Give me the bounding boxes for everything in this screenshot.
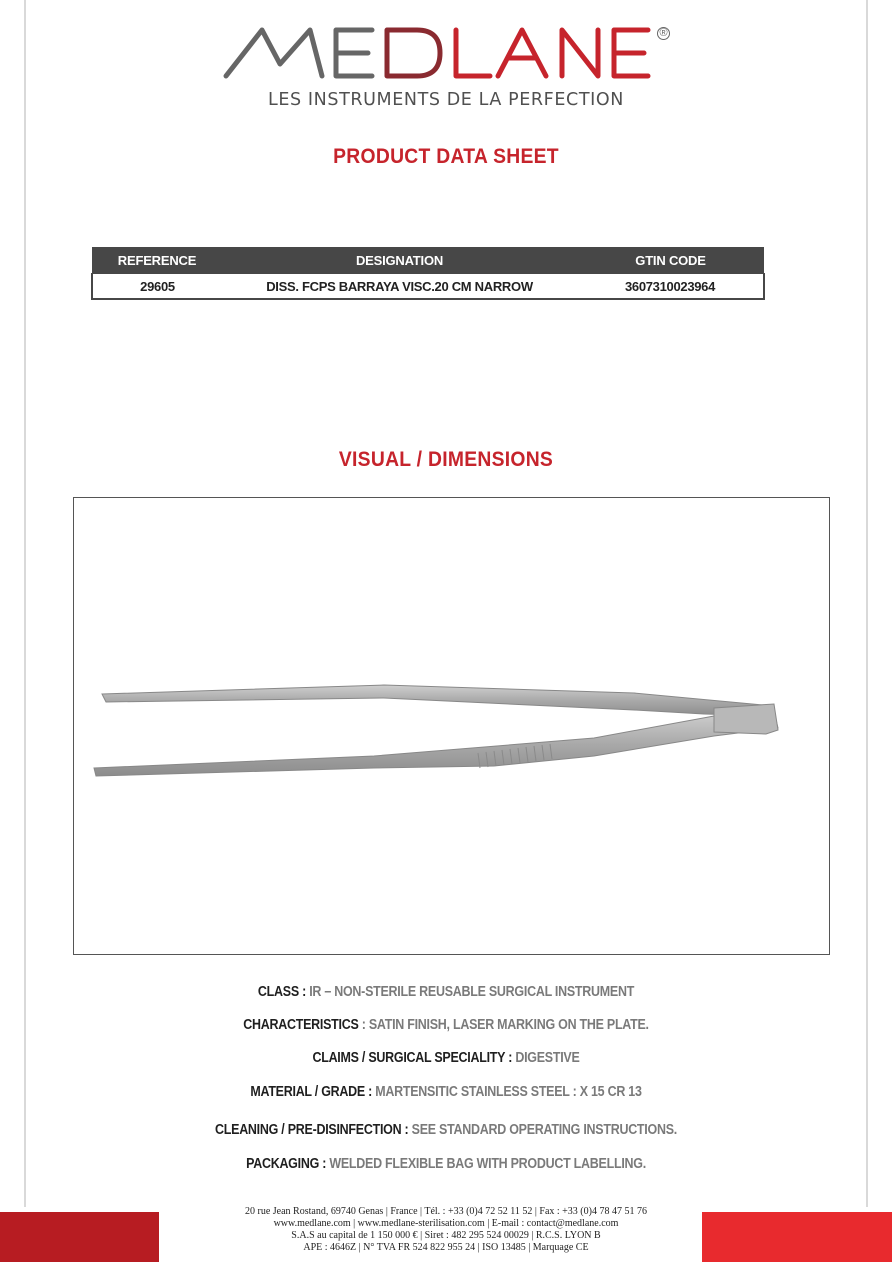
spec-packaging: PACKAGING : WELDED FLEXIBLE BAG WITH PRODUCT LABELLING. <box>246 1156 646 1172</box>
table-row <box>92 274 764 300</box>
page-border-left <box>24 0 26 1207</box>
dissecting-forceps-icon <box>74 498 831 956</box>
footer-legal: S.A.S au capital de 1 150 000 € | Siret : 482 295 524 00029 | R.C.S. LYON B <box>291 1230 601 1241</box>
registered-mark: ® <box>657 27 670 40</box>
column-header-gtin: GTIN CODE <box>577 247 764 274</box>
product-visual-frame <box>73 497 830 955</box>
table-header-row <box>92 247 764 274</box>
footer-accent-right <box>702 1212 892 1262</box>
visual-dimensions-heading: VISUAL / DIMENSIONS <box>338 448 554 471</box>
footer-accent-left <box>0 1212 159 1262</box>
gtin-cell: 3607310023964 <box>577 274 764 300</box>
footer-registration: APE : 4646Z | N° TVA FR 524 822 955 24 | ISO 13485 | Marquage CE <box>303 1242 589 1253</box>
footer-address: 20 rue Jean Rostand, 69740 Genas | France | Tél. : +33 (0)4 72 52 11 52 | Fax : +33 (0)4 78 47 51 76 <box>245 1206 647 1217</box>
spec-material: MATERIAL / GRADE : MARTENSITIC STAINLESS STEEL : X 15 CR 13 <box>250 1084 642 1100</box>
spec-claims: CLAIMS / SURGICAL SPECIALITY : DIGESTIVE <box>312 1050 580 1066</box>
spec-class: CLASS : IR – NON-STERILE REUSABLE SURGICAL INSTRUMENT <box>257 984 635 1000</box>
tagline: LES INSTRUMENTS DE LA PERFECTION <box>268 90 624 110</box>
spec-cleaning: CLEANING / PRE-DISINFECTION : SEE STANDARD OPERATING INSTRUCTIONS. <box>215 1122 677 1138</box>
column-header-designation: DESIGNATION <box>222 247 577 274</box>
spec-characteristics: CHARACTERISTICS : SATIN FINISH, LASER MARKING ON THE PLATE. <box>243 1017 649 1033</box>
reference-table <box>91 247 765 300</box>
reference-cell: 29605 <box>92 274 222 300</box>
column-header-reference: REFERENCE <box>92 247 222 274</box>
product-data-sheet-heading: PRODUCT DATA SHEET <box>333 145 559 168</box>
page-border-right <box>866 0 868 1207</box>
designation-cell: DISS. FCPS BARRAYA VISC.20 CM NARROW <box>222 274 577 300</box>
footer-web: www.medlane.com | www.medlane-sterilisation.com | E-mail : contact@medlane.com <box>273 1218 619 1229</box>
